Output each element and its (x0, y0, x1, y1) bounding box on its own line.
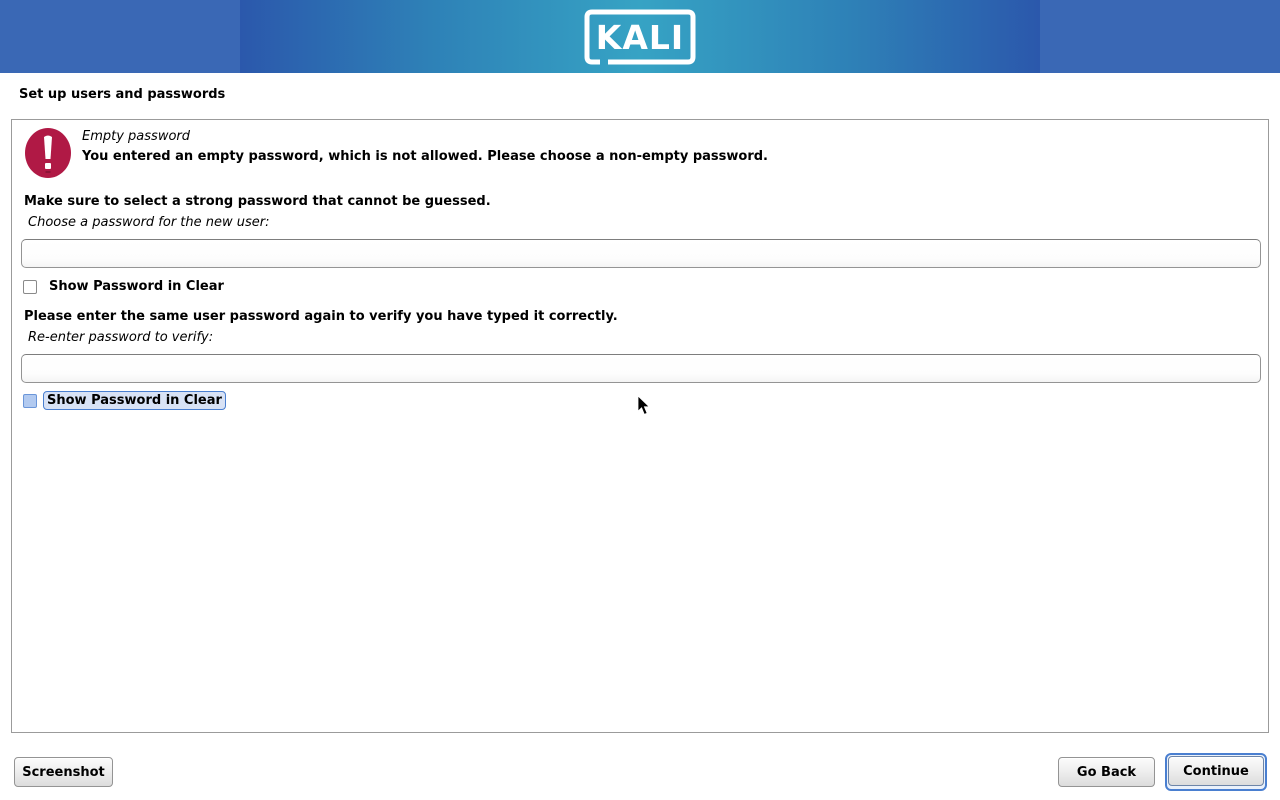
screenshot-button[interactable]: Screenshot (14, 757, 113, 787)
password-heading: Make sure to select a strong password that cannot be guessed. (24, 194, 491, 209)
show-password-verify-checkbox-label[interactable]: Show Password in Clear (43, 391, 226, 410)
error-exclamation-icon (24, 127, 72, 183)
kali-logo-text: KALI (595, 18, 685, 57)
continue-button[interactable]: Continue (1168, 756, 1264, 786)
continue-button-focus-ring (1165, 753, 1267, 791)
show-password-checkbox[interactable] (23, 280, 37, 294)
password-label: Choose a password for the new user: (28, 215, 270, 230)
verify-label: Re-enter password to verify: (28, 330, 214, 345)
main-panel (11, 119, 1269, 733)
verify-password-input[interactable] (21, 354, 1261, 383)
show-password-checkbox-row[interactable] (23, 278, 227, 295)
show-password-verify-checkbox-row[interactable] (23, 391, 226, 410)
password-input[interactable] (21, 239, 1261, 268)
error-message: You entered an empty password, which is not allowed. Please choose a non-empty password. (82, 149, 768, 164)
verify-heading: Please enter the same user password again to verify you have typed it correctly. (24, 309, 618, 324)
go-back-button[interactable]: Go Back (1058, 757, 1155, 787)
installer-banner (0, 0, 1280, 73)
error-title: Empty password (82, 129, 190, 144)
show-password-verify-checkbox[interactable] (23, 394, 37, 408)
kali-logo (583, 8, 697, 66)
page-title: Set up users and passwords (19, 87, 226, 102)
show-password-checkbox-label[interactable]: Show Password in Clear (49, 279, 224, 294)
